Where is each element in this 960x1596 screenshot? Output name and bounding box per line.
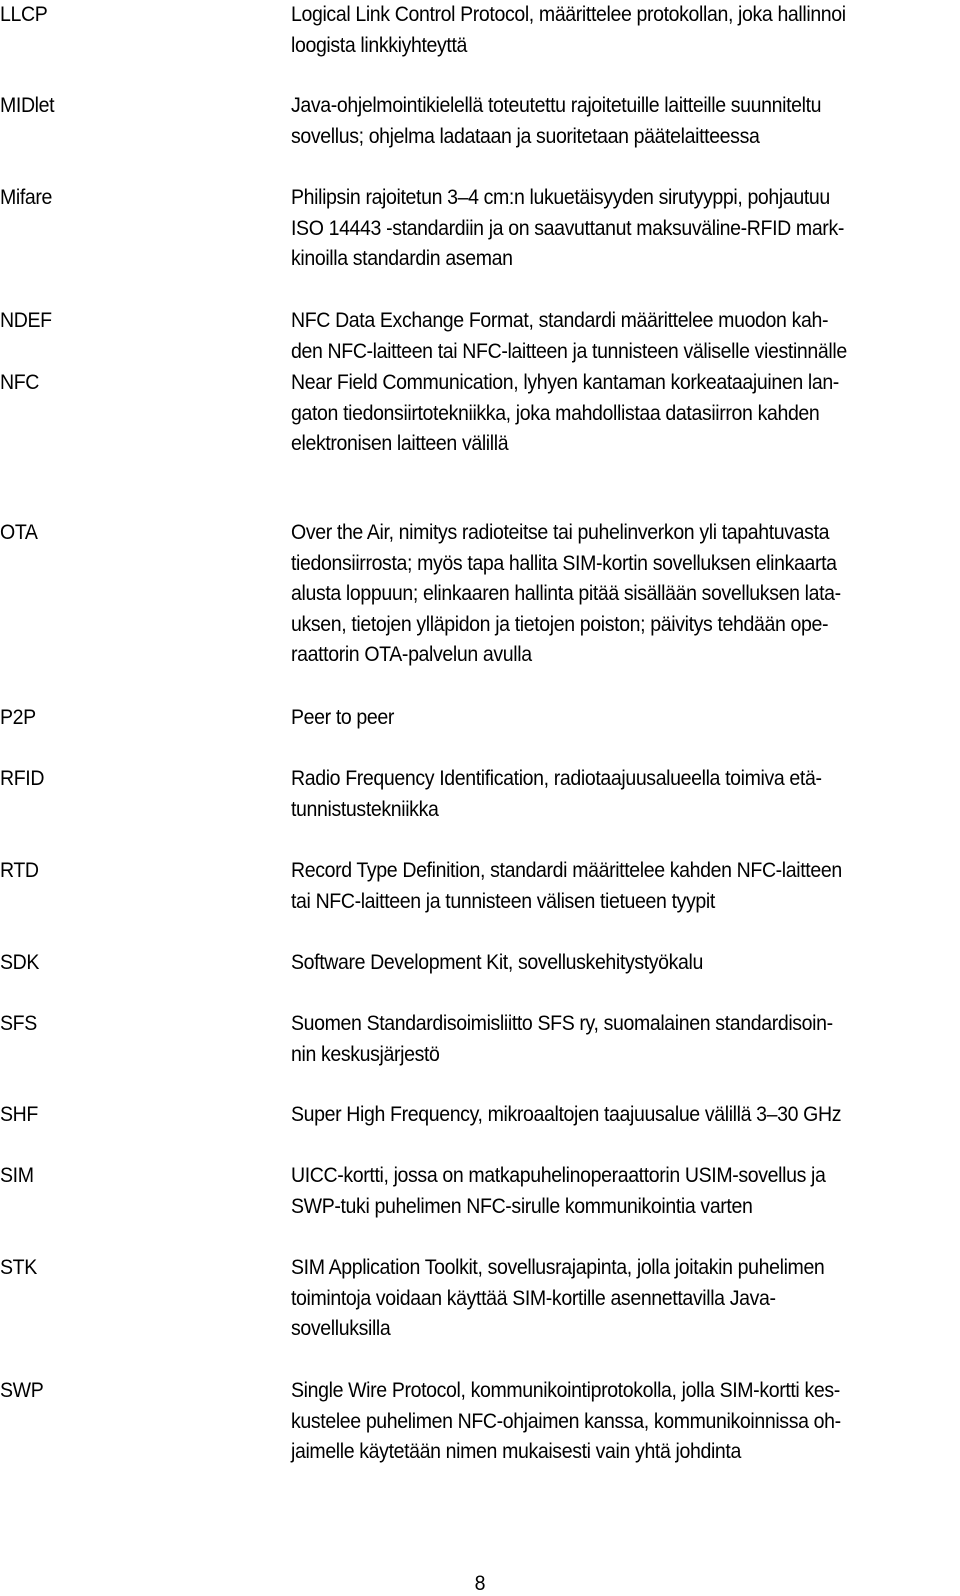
glossary-definition: Radio Frequency Identification, radiotaajuusalueella toimiva etä- tunnistustekniikka <box>291 767 822 821</box>
glossary-term: OTA <box>0 521 38 544</box>
glossary-definition: SIM Application Toolkit, sovellusrajapinta, jolla joitakin puhelimen toimintoja voidaan käyttää SIM-kortille asennettavilla Java- sovelluksilla <box>291 1256 825 1340</box>
glossary-definition: UICC-kortti, jossa on matkapuhelinoperaattorin USIM-sovellus ja SWP-tuki puhelimen NFC-sirulle kommunikointia varten <box>291 1164 826 1218</box>
glossary-term: LLCP <box>0 3 48 26</box>
glossary-term: SWP <box>0 1379 44 1402</box>
glossary-term: SDK <box>0 951 40 974</box>
glossary-definition: Logical Link Control Protocol, määrittelee protokollan, joka hallinnoi loogista linkkiyhteyttä <box>291 3 846 57</box>
glossary-definition: Software Development Kit, sovelluskehitystyökalu <box>291 951 704 974</box>
glossary-term: MIDlet <box>0 94 55 117</box>
glossary-term: NFC <box>0 371 40 394</box>
glossary-term: SHF <box>0 1103 38 1126</box>
glossary-term: Mifare <box>0 186 53 209</box>
glossary-term: SIM <box>0 1164 34 1187</box>
glossary-term: STK <box>0 1256 37 1279</box>
glossary-definition: Peer to peer <box>291 706 395 729</box>
page-number: 8 <box>474 1572 486 1595</box>
glossary-definition: Java-ohjelmointikielellä toteutettu rajoitetuille laitteille suunniteltu sovellus; ohjelma ladataan ja suoritetaan päätelaitteessa <box>291 94 822 148</box>
glossary-definition: Super High Frequency, mikroaaltojen taajuusalue välillä 3–30 GHz <box>291 1103 842 1126</box>
glossary-term: P2P <box>0 706 36 729</box>
glossary-definition: Over the Air, nimitys radioteitse tai puhelinverkon yli tapahtuvasta tiedonsiirrosta; myös tapa hallita SIM-kortin sovelluksen elinkaarta alusta loppuun; elinkaaren hallinta pitää sisällään sovelluksen lata- uksen, tietojen ylläpidon ja tietojen poiston; päivitys tehdään ope- raattorin OTA-palvelun avulla <box>291 521 841 666</box>
glossary-definition: Suomen Standardisoimisliitto SFS ry, suomalainen standardisoin- nin keskusjärjestö <box>291 1012 833 1066</box>
glossary-term: SFS <box>0 1012 37 1035</box>
glossary-definition: Single Wire Protocol, kommunikointiprotokolla, jolla SIM-kortti kes- kustelee puhelimen NFC-ohjaimen kanssa, kommunikoinnissa oh- jaimelle käytetään nimen mukaisesti vain yhtä johdinta <box>291 1379 841 1463</box>
glossary-term: RFID <box>0 767 45 790</box>
glossary-term: NDEF <box>0 309 52 332</box>
glossary-term: RTD <box>0 859 39 882</box>
glossary-definition: Near Field Communication, lyhyen kantaman korkeataajuinen lan- gaton tiedonsiirtotekniikka, joka mahdollistaa datasiirron kahden elektronisen laitteen välillä <box>291 371 839 455</box>
glossary-definition: NFC Data Exchange Format, standardi määrittelee muodon kah- den NFC-laitteen tai NFC-laitteen ja tunnisteen väliselle viestinnälle <box>291 309 847 363</box>
glossary-definition: Philipsin rajoitetun 3–4 cm:n lukuetäisyyden sirutyyppi, pohjautuu ISO 14443 -standardiin ja on saavuttanut maksuväline-RFID mark- kinoilla standardin aseman <box>291 186 844 270</box>
glossary-definition: Record Type Definition, standardi määrittelee kahden NFC-laitteen tai NFC-laitteen ja tunnisteen välisen tietueen tyypit <box>291 859 842 913</box>
